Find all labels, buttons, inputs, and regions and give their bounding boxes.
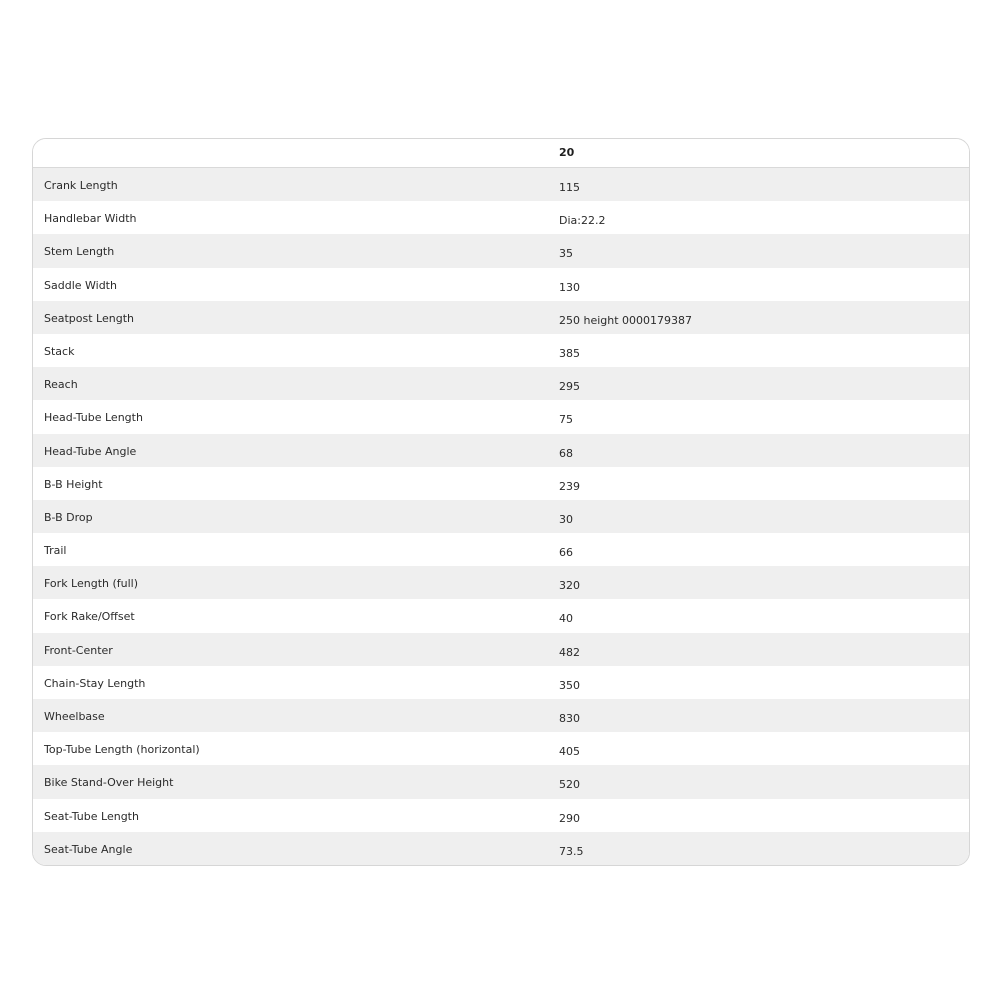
row-label: Fork Length (full) [44, 577, 139, 591]
table-row [33, 533, 969, 566]
table-row [33, 434, 969, 467]
row-label: Seatpost Length [44, 311, 134, 325]
table-row [33, 666, 969, 699]
table-header-row [33, 139, 969, 168]
row-label: Fork Rake/Offset [44, 610, 135, 624]
row-value: Dia:22.2 [559, 214, 606, 228]
row-label: Handlebar Width [44, 212, 137, 226]
row-label: Bike Stand-Over Height [44, 776, 174, 790]
row-label: Top-Tube Length (horizontal) [44, 743, 200, 757]
row-label: Crank Length [44, 179, 118, 192]
row-value: 250 height 0000179387 [559, 313, 693, 327]
geometry-table [32, 138, 970, 866]
row-value: 320 [559, 579, 580, 593]
table-row [33, 168, 969, 201]
row-label: B-B Drop [44, 510, 93, 524]
table-row [33, 500, 969, 533]
row-label: Reach [44, 378, 78, 392]
row-label: Front-Center [44, 643, 113, 657]
row-value: 130 [559, 280, 580, 294]
row-label: Stack [44, 344, 75, 358]
table-row [33, 732, 969, 765]
row-value: 295 [559, 380, 580, 394]
row-value: 830 [559, 712, 580, 725]
row-label: Saddle Width [44, 278, 117, 292]
row-label: Seat-Tube Length [44, 809, 139, 823]
row-value: 68 [559, 446, 573, 460]
table-row [33, 234, 969, 267]
row-value: 405 [559, 745, 580, 759]
table-row [33, 765, 969, 798]
table-row [33, 268, 969, 301]
row-value: 115 [559, 181, 580, 194]
table-row [33, 467, 969, 500]
table-row [33, 367, 969, 400]
row-label: B-B Height [44, 477, 103, 491]
table-body [33, 168, 969, 865]
table-row [33, 566, 969, 599]
row-label: Seat-Tube Angle [44, 842, 133, 856]
row-value: 66 [559, 546, 573, 560]
table-row [33, 334, 969, 367]
row-label: Stem Length [44, 245, 115, 259]
row-value: 290 [559, 811, 580, 825]
table-row [33, 400, 969, 433]
row-value: 350 [559, 678, 580, 692]
row-label: Head-Tube Angle [44, 444, 137, 458]
row-value: 40 [559, 612, 573, 626]
table-row [33, 832, 969, 865]
row-value: 239 [559, 479, 580, 493]
table-row [33, 301, 969, 334]
table-row [33, 799, 969, 832]
table-row [33, 699, 969, 732]
row-value: 73.5 [559, 844, 584, 858]
row-value: 385 [559, 346, 580, 360]
row-value: 75 [559, 413, 573, 427]
table-row [33, 599, 969, 632]
row-value: 30 [559, 512, 573, 526]
row-label: Head-Tube Length [44, 411, 143, 425]
row-label: Chain-Stay Length [44, 676, 146, 690]
table-row [33, 201, 969, 234]
size-column-header: 20 [559, 146, 575, 159]
row-value: 482 [559, 645, 580, 659]
row-value: 520 [559, 778, 580, 792]
table-row [33, 633, 969, 666]
row-value: 35 [559, 247, 573, 261]
row-label: Trail [44, 544, 67, 558]
row-label: Wheelbase [44, 710, 105, 723]
